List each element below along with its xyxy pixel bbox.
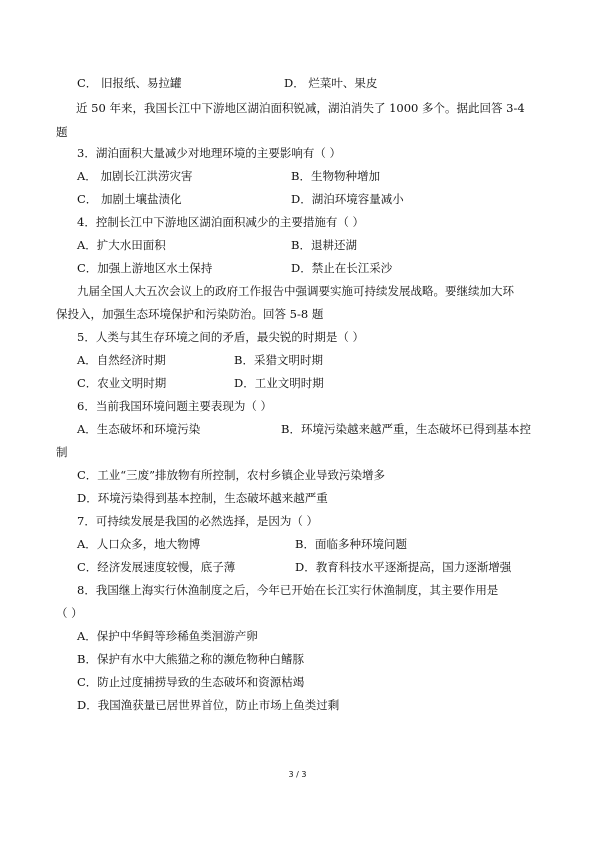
page-number: 3 / 3 — [288, 770, 307, 779]
q5-option-c: C．农业文明时期 — [77, 376, 167, 390]
q3-option-c: C． 加剧土壤盐渍化 — [77, 192, 182, 206]
q5-option-d: D．工业文明时期 — [234, 376, 324, 390]
question-6: 6．当前我国环境问题主要表现为（ ） — [77, 399, 272, 413]
q5-option-b: B．采猎文明时期 — [234, 353, 323, 367]
q7-option-a: A．人口众多，地大物博 — [77, 537, 201, 551]
passage-2-line-1: 九届全国人大五次会议上的政府工作报告中强调要实施可持续发展战略。要继续加大环 — [77, 284, 514, 298]
q7-option-b: B．面临多种环境问题 — [295, 537, 407, 551]
q6-option-c: C．工业“三废”排放物有所控制，农村乡镇企业导致污染增多 — [77, 468, 386, 482]
q4-option-a: A．扩大水田面积 — [77, 238, 166, 252]
question-7: 7．可持续发展是我国的必然选择，是因为（ ） — [77, 514, 318, 528]
q6-option-b-continued: 制 — [56, 445, 68, 459]
question-3: 3．湖泊面积大量减少对地理环境的主要影响有（ ） — [77, 146, 341, 160]
q8-option-d: D．我国渔获量已居世界首位，防止市场上鱼类过剩 — [77, 698, 340, 712]
q8-option-a: A．保护中华鲟等珍稀鱼类洄游产卵 — [77, 629, 258, 643]
q7-option-d: D．教育科技水平逐渐提高，国力逐渐增强 — [295, 560, 512, 574]
q6-option-d: D．环境污染得到基本控制，生态破坏越来越严重 — [77, 491, 328, 505]
passage-2-line-2: 保投入，加强生态环境保护和污染防治。回答 5-8 题 — [56, 307, 324, 321]
question-4: 4．控制长江中下游地区湖泊面积减少的主要措施有（ ） — [77, 215, 364, 229]
q6-option-a: A．生态破坏和环境污染 — [77, 422, 201, 436]
q4-option-b: B．退耕还湖 — [291, 238, 357, 252]
question-8-line-1: 8．我国继上海实行休渔制度之后，今年已开始在长江实行休渔制度，其主要作用是 — [77, 583, 499, 597]
q5-option-a: A．自然经济时期 — [77, 353, 166, 367]
q2-option-c: C． 旧报纸、易拉罐 — [77, 76, 182, 90]
passage-1-line-1: 近 50 年来，我国长江中下游地区湖泊面积锐减，湖泊消失了 1000 多个。据此回答 3-4 — [76, 101, 525, 115]
q3-option-d: D．湖泊环境容量减小 — [291, 192, 404, 206]
q7-option-c: C．经济发展速度较慢，底子薄 — [77, 560, 236, 574]
q3-option-a: A． 加剧长江洪涝灾害 — [77, 169, 193, 183]
question-8-line-2: （ ） — [56, 606, 83, 620]
passage-1-line-2: 题 — [56, 125, 68, 139]
q6-option-b: B．环境污染越来越严重，生态破坏已得到基本控 — [281, 422, 531, 436]
q3-option-b: B．生物物种增加 — [291, 169, 380, 183]
q8-option-c: C．防止过度捕捞导致的生态破坏和资源枯竭 — [77, 675, 305, 689]
q4-option-c: C．加强上游地区水土保持 — [77, 261, 213, 275]
q8-option-b: B．保护有水中大熊猫之称的濒危物种白鳍豚 — [77, 652, 304, 666]
q4-option-d: D．禁止在长江采沙 — [291, 261, 393, 275]
q2-option-d: D． 烂菜叶、果皮 — [284, 76, 378, 90]
question-5: 5．人类与其生存环境之间的矛盾，最尖锐的时期是（ ） — [77, 330, 364, 344]
